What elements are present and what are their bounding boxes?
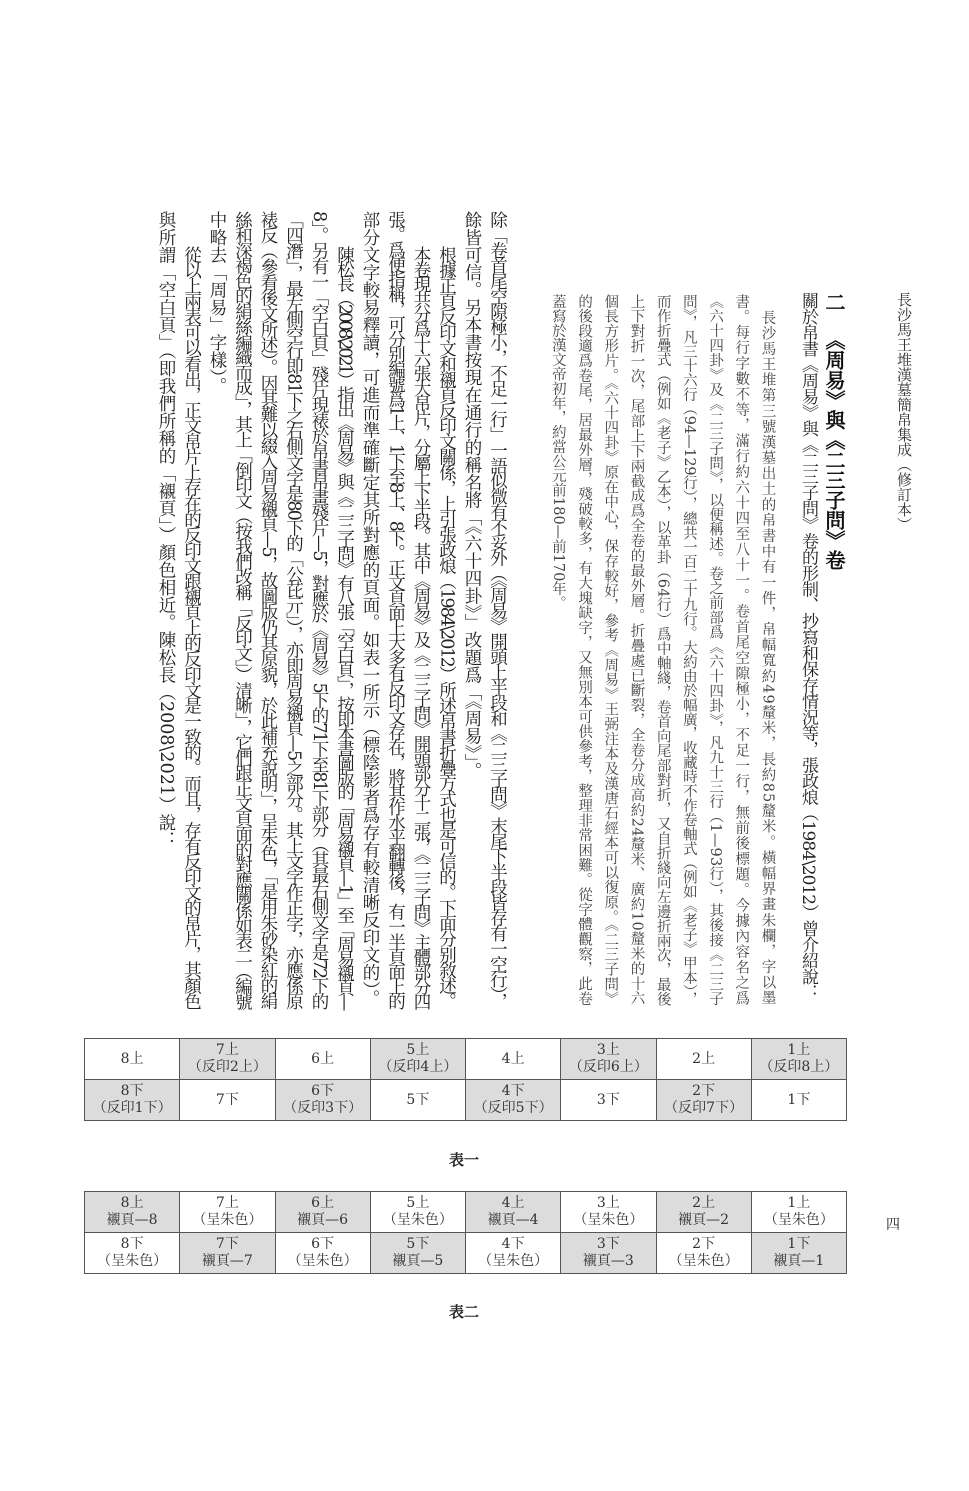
cell-page-label: 5下 — [406, 1091, 430, 1108]
table-cell — [466, 1192, 561, 1233]
table-row — [85, 1233, 847, 1274]
quote-line: 上下對折一次，尾部上下兩截成爲全卷的最外層。折疊處已斷裂，全卷分成高約24釐米、廣約10釐米的十六 — [628, 294, 645, 1006]
quote-line: 個長方形片。《六十四卦》原在中心，保存較好，參考《周易》王弼注本及漢唐石經本可以復原。《二三子問》 — [602, 294, 619, 1007]
body-line: 「四潛」，最左側空行即81下之右側文字是80下的「公芘亓」），亦即周易襯頁—5之部分。其上文字作正字，亦應係原 — [283, 211, 304, 1009]
table-cell — [370, 1039, 465, 1080]
cell-page-label: 3上 — [596, 1195, 620, 1212]
section-intro: 關於帛書《周易》與《二三子問》卷的形制、抄寫和保存情況等，張政烺（1984\2012）曾介紹說： — [798, 292, 818, 1001]
cell-page-label: 4下 — [501, 1083, 525, 1100]
table-cell — [656, 1233, 751, 1274]
cell-page-label: 7下 — [215, 1236, 239, 1253]
table-cell — [466, 1080, 561, 1121]
table-row — [85, 1192, 847, 1233]
table-cell — [370, 1233, 465, 1274]
quote-line: 長沙馬王堆第三號漢墓出土的帛書中有一件，帛幅寬約49釐米，長約85釐米。橫幅界畫朱欄，字以墨 — [759, 310, 776, 1007]
table-cell — [85, 1192, 180, 1233]
cell-note: （呈朱色） — [382, 1212, 453, 1228]
quote-line: 的後段適爲卷尾，居最外層，殘破較多，有大塊缺字，又無別本可供參考，整理非常困難。從字體觀察，此卷 — [576, 294, 593, 1006]
table-cell — [561, 1080, 656, 1121]
body-line: 從以上兩表可以看出，正文帛片上存在的反印文跟襯頁上的反印文是一致的。而且，存有反印文的帛片，其顏色 — [181, 246, 202, 1008]
cell-note: （反印4上） — [378, 1059, 458, 1075]
cell-note: （呈朱色） — [287, 1253, 358, 1269]
cell-page-label: 6上 — [311, 1050, 335, 1067]
cell-page-label: 5上 — [406, 1042, 430, 1059]
table-cell — [275, 1192, 370, 1233]
cell-note: 襯頁—5 — [392, 1253, 444, 1269]
quote-line: 書。每行字數不等，滿行約六十四至八十一。卷首尾空隙極小，不足一行，無前後標題。今據內容名之爲 — [733, 294, 750, 1007]
running-header: 長沙馬王堆漢墓簡帛集成（修訂本） — [895, 292, 913, 532]
cell-note: （呈朱色） — [478, 1253, 549, 1269]
cell-page-label: 7下 — [215, 1091, 239, 1108]
body-line: 除「卷首尾空隙極小，不足一行」一語似微有不妥外（《周易》開頭上半段和《二三子問》末尾下半段皆存有一空行）， — [487, 211, 508, 1009]
table-cell — [751, 1039, 846, 1080]
body-line: 絲和深褐色的絹絲編織而成」，其上「倒印文（按我們改稱「反印文」）清晰」，它們跟正文頁面的對應關係如表二（編號 — [232, 211, 253, 1009]
cell-page-label: 4下 — [501, 1236, 525, 1253]
body-line: 部分文字較易釋讀，可進而準確斷定其所對應的頁面。如表一所示（標陰影者爲存有較清晰反印文的）。 — [360, 211, 380, 1008]
cell-page-label: 2下 — [692, 1083, 716, 1100]
page-number: 四 — [886, 1217, 900, 1233]
cell-page-label: 4上 — [501, 1195, 525, 1212]
table-cell — [85, 1080, 180, 1121]
cell-note: （反印5下） — [473, 1100, 553, 1116]
table-cell — [751, 1233, 846, 1274]
body-line: 餘皆可信。另本書按現在通行的稱名將「《六十四卦》」改題爲「《周易》」。 — [462, 211, 482, 780]
cell-page-label: 1下 — [787, 1091, 811, 1108]
quote-line: 《六十四卦》及《二三子問》，以便稱述。卷之前部爲《六十四卦》，凡九十三行（1—93行），其後接《二三子 — [707, 294, 724, 1007]
table-cell — [561, 1233, 656, 1274]
table-cell — [656, 1080, 751, 1121]
body-line: 與所謂「空白頁」（即我們所稱的「襯頁」）顏色相近。陳松長（2008\2021）說： — [156, 211, 176, 849]
table-cell — [561, 1192, 656, 1233]
cell-page-label: 8下 — [120, 1083, 144, 1100]
cell-note: （反印3下） — [283, 1100, 363, 1116]
table-cell — [466, 1233, 561, 1274]
cell-note: （呈朱色） — [192, 1212, 263, 1228]
table-cell — [275, 1233, 370, 1274]
cell-page-label: 5上 — [406, 1195, 430, 1212]
table-cell — [275, 1080, 370, 1121]
cell-note: （反印1下） — [92, 1100, 172, 1116]
body-line: 8」。另有一「空白頁」殘片現裱於帛書帛畫殘片—5，對應於《周易》5下的71下至81下部分（其最右側文字是72下的 — [309, 211, 329, 1008]
table-cell — [561, 1039, 656, 1080]
cell-page-label: 2上 — [692, 1050, 716, 1067]
table-cell — [370, 1192, 465, 1233]
table-cell — [180, 1039, 275, 1080]
cell-note: 襯頁—7 — [201, 1253, 253, 1269]
cell-note: 襯頁—6 — [297, 1212, 349, 1228]
table-cell — [180, 1192, 275, 1233]
cell-note: 襯頁—3 — [582, 1253, 634, 1269]
cell-page-label: 7上 — [215, 1042, 239, 1059]
cell-note: （呈朱色） — [573, 1212, 644, 1228]
table-cell — [656, 1192, 751, 1233]
table-cell — [370, 1080, 465, 1121]
cell-page-label: 8上 — [120, 1050, 144, 1067]
cell-page-label: 3上 — [596, 1042, 620, 1059]
cell-page-label: 6下 — [311, 1083, 335, 1100]
cell-note: 襯頁—1 — [773, 1253, 825, 1269]
body-line: 陳松長（2008\2021）指出《周易》與《二三子問》有八張「空白頁」，按即本書圖版的「周易襯頁—1」至「周易襯頁— — [334, 246, 355, 1009]
table-cell — [751, 1080, 846, 1121]
cell-page-label: 3下 — [596, 1236, 620, 1253]
table-cell — [656, 1039, 751, 1080]
cell-note: （反印6上） — [568, 1059, 648, 1075]
body-line: 張。爲便指稱，可分别編號爲1上、1下至8上、8下。正文頁面上大多有反印文存在，將其作水平翻轉後，有一半頁面上的 — [385, 211, 406, 1008]
section-number: 二 — [822, 292, 846, 312]
table-cell — [275, 1039, 370, 1080]
table-1-caption: 表一 — [449, 1151, 480, 1169]
table-cell — [85, 1039, 180, 1080]
table-cell — [466, 1039, 561, 1080]
table-cell — [180, 1233, 275, 1274]
cell-note: （反印2上） — [187, 1059, 267, 1075]
section-title: 《周易》與《二三子問》卷 — [822, 330, 846, 570]
table-cell — [85, 1233, 180, 1274]
cell-page-label: 1上 — [787, 1042, 811, 1059]
table-2-caption: 表二 — [449, 1303, 480, 1321]
cell-page-label: 5下 — [406, 1236, 430, 1253]
cell-page-label: 2下 — [692, 1236, 716, 1253]
cell-page-label: 8上 — [120, 1195, 144, 1212]
table-row — [85, 1080, 847, 1121]
table-2 — [84, 1191, 847, 1274]
cell-page-label: 4上 — [501, 1050, 525, 1067]
quote-line: 問》，凡三十六行（94—129行），總共一百二十九行。大約由於幅廣，收藏時不作卷軸式（例如《老子》甲本）， — [680, 294, 697, 1006]
quote-line: 而作折疊式（例如《老子》乙本），以革卦（64行）爲中軸綫，卷首向尾部對折，又自折綫向左邊折兩次，最後 — [654, 294, 671, 1007]
cell-page-label: 6下 — [311, 1236, 335, 1253]
cell-page-label: 1上 — [787, 1195, 811, 1212]
cell-page-label: 2上 — [692, 1195, 716, 1212]
body-line: 本卷現共分爲十六張大帛片，分屬上下半段。其中《周易》及《二三子問》開頭部分十二張，《二三子問》主體部分四 — [411, 246, 431, 1008]
cell-note: 襯頁—8 — [106, 1212, 158, 1228]
table-cell — [180, 1080, 275, 1121]
body-line: 中略去「周易」字樣）。 — [207, 211, 227, 395]
cell-note: 襯頁—4 — [487, 1212, 539, 1228]
cell-note: （反印8上） — [759, 1059, 839, 1075]
cell-page-label: 1下 — [787, 1236, 811, 1253]
cell-note: （反印7下） — [664, 1100, 744, 1116]
cell-page-label: 6上 — [311, 1195, 335, 1212]
cell-note: 襯頁—2 — [678, 1212, 730, 1228]
table-cell — [751, 1192, 846, 1233]
cell-page-label: 3下 — [596, 1091, 620, 1108]
cell-note: （呈朱色） — [97, 1253, 168, 1269]
cell-page-label: 8下 — [120, 1236, 144, 1253]
cell-note: （呈朱色） — [668, 1253, 739, 1269]
cell-note: （呈朱色） — [763, 1212, 834, 1228]
quote-line: 蓋寫於漢文帝初年，約當公元前180—前170年。 — [549, 294, 566, 611]
table-1 — [84, 1038, 847, 1121]
cell-page-label: 7上 — [215, 1195, 239, 1212]
body-line: 裱反（參看後文所述）。因其難以綴入周易襯頁—5，故圖版仍其原貌，於此補充說明」，呈朱色，「是用朱砂染紅的絹 — [258, 211, 278, 1008]
table-row — [85, 1039, 847, 1080]
body-line: 根據正頁反印文和襯頁反印文關係，上引張政烺（1984\2012）所述帛書折疊方式也是可信的。下面分别敘述。 — [436, 246, 457, 1009]
